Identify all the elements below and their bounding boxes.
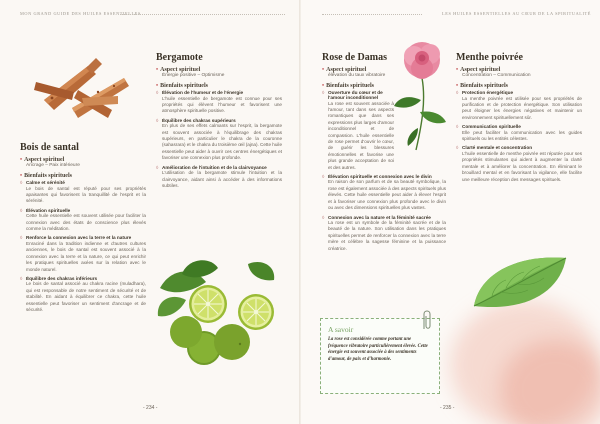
bullet-icon: • bbox=[156, 83, 159, 89]
benefit-title: Connexion avec la nature et la féminité sacrée bbox=[328, 214, 431, 220]
santal-bienfaits-label: Bienfaits spirituels bbox=[24, 173, 72, 179]
rose-aspect-label: Aspect spirituel bbox=[326, 67, 367, 73]
benefit-text: Le bois de santal est réputé pour ses propriétés apaisantes qui favorisent la tranquillité de l'esprit et la sérénité. bbox=[26, 185, 146, 204]
santal-column bbox=[20, 142, 146, 317]
gutter bbox=[299, 0, 301, 424]
menthe-benefit bbox=[456, 145, 582, 183]
santal-title: Bois de santal bbox=[20, 142, 79, 153]
arrow-icon: ◊ bbox=[322, 173, 325, 179]
benefit-text: L'utilisation de la bergamote stimule l'intuition et la clairvoyance, aidant ainsi à accéder à des informations subtiles. bbox=[162, 170, 282, 188]
bullet-icon: • bbox=[156, 67, 159, 73]
a-savoir-box bbox=[320, 318, 440, 394]
rose-title: Rose de Damas bbox=[322, 52, 387, 63]
rose-benefit bbox=[322, 90, 446, 171]
menthe-aspect-value: Concentration – Communication bbox=[462, 73, 531, 78]
page-number-left: - 234 - bbox=[143, 405, 158, 411]
arrow-icon: ◊ bbox=[20, 180, 23, 185]
santal-benefit bbox=[20, 180, 146, 205]
benefit-text: En raison de son parfum et de sa beauté symbolique, la rose est également associée à des aspects spirituels plus élevés. Cette huile essentielle peut aider à élever l'esprit et à favoriser une connexion plus profonde avec le divin ou avec des dimensions spirituelles plus vastes. bbox=[328, 179, 446, 211]
arrow-icon: ◊ bbox=[20, 207, 23, 213]
benefit-title: Équilibre des chakras inférieurs bbox=[26, 275, 98, 281]
bergamote-aspect-label: Aspect spirituel bbox=[160, 67, 201, 73]
running-header-left: MON GRAND GUIDE DES HUILES ESSENTIELLES bbox=[20, 11, 141, 16]
menthe-title: Menthe poivrée bbox=[456, 52, 523, 63]
benefit-title: Élévation de l'humeur et de l'énergie bbox=[162, 90, 244, 95]
benefit-text: Elle peut faciliter la communication avec les guides spirituels ou les entités célestes. bbox=[462, 129, 582, 142]
benefit-text: Le bois de santal associé au chakra racine (muladhara), qui est responsable de notre sentiment de sécurité et de stabilité. En aidant à équilibrer ce chakra, cette huile essentielle peut favoriser un sentiment d'ancrage et de sécurité. bbox=[26, 281, 146, 313]
sandalwood-image bbox=[26, 48, 136, 130]
header-rule-left bbox=[120, 14, 285, 15]
benefit-title: Calme et sérénité bbox=[26, 180, 65, 185]
arrow-icon: ◊ bbox=[20, 275, 23, 281]
menthe-benefit bbox=[456, 90, 582, 121]
benefit-text: La menthe poivrée est utilisée pour ses propriétés de purification et de protection énergétique. Son utilisation peut éloigner les énergies négatives et maintenir un environnement spirituellement sûr. bbox=[462, 95, 582, 120]
benefit-title: Clarté mentale et concentration bbox=[462, 145, 533, 151]
bergamote-benefit bbox=[156, 165, 282, 190]
arrow-icon: ◊ bbox=[456, 90, 459, 95]
arrow-icon: ◊ bbox=[156, 117, 159, 123]
benefit-text: La rose est souvent associée à l'amour, tant dans ses aspects romantiques que dans ses expressions plus larges d'amour inconditionnel et de compassion. L'huile essentielle de rose permet d'ouvrir le cœur, de guérir les blessures émotionnelles et favorise une plus grande acceptation de soi et des autres. bbox=[328, 100, 394, 170]
benefit-text: Enraciné dans la tradition indienne et d'autres cultures anciennes, le bois de santal est souvent associé à la connexion avec la terre et la nature, ce qui peut enrichir les pratiques spirituelles axées sur la relation avec le monde naturel. bbox=[26, 240, 146, 272]
menthe-bienfaits-label: Bienfaits spirituels bbox=[460, 83, 508, 89]
benefit-text: La rose est un symbole de la féminité sacrée et de la beauté de la nature. Son utilisation dans les pratiques spirituelles permet de renforcer la connexion avec la terre mère et célèbre la sagesse féminine et la puissance créatrice. bbox=[328, 220, 446, 251]
benefit-title: Protection énergétique bbox=[462, 90, 514, 95]
benefit-title: Amélioration de l'intuition et de la clairvoyance bbox=[162, 164, 267, 170]
santal-bienfaits-heading bbox=[20, 173, 146, 179]
benefit-text: Cette huile essentielle est souvent utilisée pour faciliter la connexion avec des états de conscience plus élevés comme la méditation. bbox=[26, 213, 146, 232]
benefit-title: Élévation spirituelle et connexion avec le divin bbox=[328, 173, 432, 179]
bergamote-benefit bbox=[156, 118, 282, 162]
arrow-icon: ◊ bbox=[20, 235, 23, 241]
arrow-icon: ◊ bbox=[156, 164, 159, 170]
a-savoir-text: La rose est considérée comme portant une fréquence vibratoire particulièrement élevée. Cette énergie est souvent associée à des sentiments d'amour, de paix et d'harmonie. bbox=[328, 337, 428, 362]
arrow-icon: ◊ bbox=[456, 145, 459, 151]
arrow-icon: ◊ bbox=[322, 214, 325, 220]
benefit-title: Communication spirituelle bbox=[462, 124, 521, 130]
bullet-icon: • bbox=[322, 83, 325, 89]
bullet-icon: • bbox=[20, 173, 23, 179]
menthe-benefit bbox=[456, 124, 582, 142]
bergamote-aspect-value: Énergie positive – Optimisme bbox=[162, 73, 225, 78]
rose-bienfaits-label: Bienfaits spirituels bbox=[326, 83, 374, 89]
rose-benefit bbox=[322, 215, 446, 253]
running-header-right: LES HUILES ESSENTIELLES AU CŒUR DE LA SPIRITUALITÉ bbox=[442, 11, 591, 16]
santal-benefit bbox=[20, 276, 146, 314]
header-rule-right bbox=[322, 14, 422, 15]
menthe-column bbox=[456, 52, 582, 186]
rose-aspect-value: élévation du taux vibratoire bbox=[328, 73, 386, 78]
bergamote-title: Bergamote bbox=[156, 52, 203, 63]
rose-bienfaits-heading bbox=[322, 83, 446, 89]
rose-benefit bbox=[322, 174, 446, 212]
benefit-text: L'huile essentielle de menthe poivrée est réputée pour ses propriétés stimulantes qui aident à augmenter la clarté mentale et à améliorer la concentration. En éliminant le brouillard mental et en favorisant la vigilance, elle facilite une meilleure réception des messages spirituels. bbox=[462, 150, 582, 182]
bullet-icon: • bbox=[456, 67, 459, 73]
bergamote-column bbox=[156, 52, 282, 192]
benefit-text: L'huile essentielle de bergamote est connue pour ses propriétés qui élèvent l'humeur et favorisent une atmosphère spirituelle positive. bbox=[162, 95, 282, 114]
bergamote-bienfaits-heading bbox=[156, 83, 282, 89]
benefit-title: Renforce la connexion avec la terre et la nature bbox=[26, 235, 132, 241]
bullet-icon: • bbox=[20, 157, 23, 163]
arrow-icon: ◊ bbox=[456, 124, 459, 130]
santal-aspect-value: Ancrage – Paix intérieure bbox=[26, 163, 80, 168]
benefit-title: Ouverture du cœur et de l'amour inconditionnel bbox=[328, 90, 383, 100]
paperclip-icon bbox=[421, 309, 433, 331]
bergamote-bienfaits-label: Bienfaits spirituels bbox=[160, 83, 208, 89]
benefit-text: En plus de ses effets calmants sur l'esprit, la bergamote est souvent associée à l'équilibrage des chakras supérieurs, en particulier le chakra de la couronne (sahasrara) et le chakra du troisième œil (ajna). Cette huile essentielle peut aider à ouvrir ces centres énergétiques et favoriser une connexion plus profonde. bbox=[162, 123, 282, 161]
arrow-icon: ◊ bbox=[156, 90, 159, 95]
benefit-title: Équilibre des chakras supérieurs bbox=[162, 117, 236, 123]
santal-benefit bbox=[20, 235, 146, 273]
bergamot-fruit-image bbox=[152, 256, 292, 368]
arrow-icon: ◊ bbox=[322, 90, 325, 95]
menthe-bienfaits-heading bbox=[456, 83, 582, 89]
page-number-right: - 235 - bbox=[440, 405, 455, 411]
bergamote-benefit bbox=[156, 90, 282, 115]
santal-aspect-label: Aspect spirituel bbox=[24, 157, 65, 163]
santal-benefit bbox=[20, 208, 146, 233]
menthe-aspect-label: Aspect spirituel bbox=[460, 67, 501, 73]
mint-leaf-image bbox=[470, 252, 570, 314]
rose-column bbox=[322, 52, 446, 255]
a-savoir-title: A savoir bbox=[328, 325, 354, 334]
benefit-title: Élévation spirituelle bbox=[26, 207, 71, 213]
bullet-icon: • bbox=[322, 67, 325, 73]
bullet-icon: • bbox=[456, 83, 459, 89]
